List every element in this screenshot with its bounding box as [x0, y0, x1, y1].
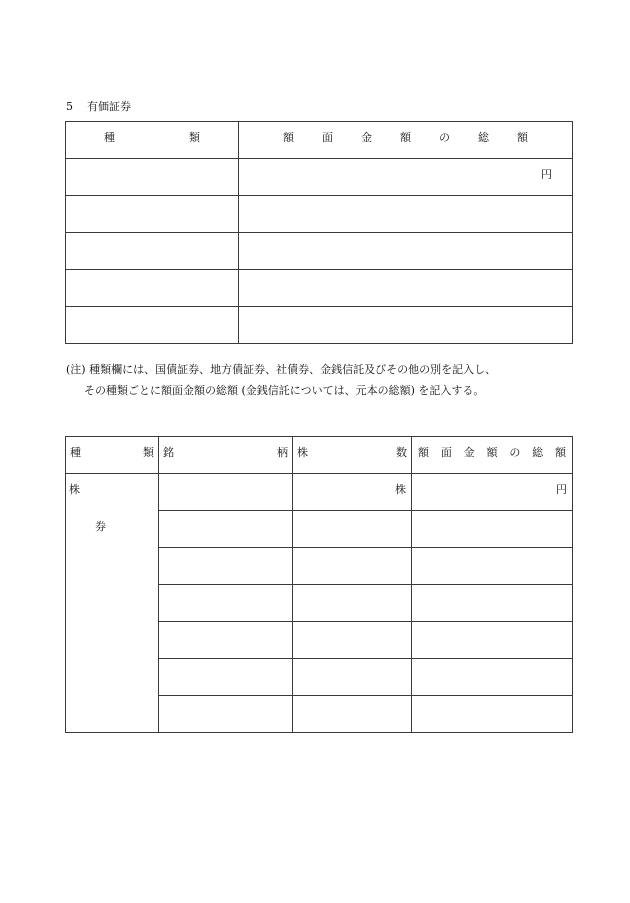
table2-brand-cell[interactable]: [159, 696, 293, 733]
table2-header-brand-left: 銘: [163, 446, 174, 459]
footnote-line2: その種類ごとに額面金額の総額 (金銭信託については、元本の総額) を記入する。: [84, 384, 485, 397]
table1-type-cell[interactable]: [66, 270, 239, 307]
table1-header-type-char1: 種: [104, 131, 115, 144]
table2-header-brand-right: 柄: [277, 446, 288, 459]
table1-amount-cell[interactable]: [239, 270, 573, 307]
table2-brand-cell[interactable]: [159, 474, 293, 511]
table1-header-amount-char: 総: [478, 131, 489, 144]
table1-yen-unit: 円: [541, 168, 552, 181]
table1-type-cell[interactable]: [66, 159, 239, 196]
table2-header-count-left: 株: [297, 446, 308, 459]
table2-amount-cell[interactable]: [412, 659, 573, 696]
table2-amount-cell[interactable]: [412, 622, 573, 659]
section-number: 5: [66, 100, 73, 113]
table1-amount-cell[interactable]: [239, 196, 573, 233]
table1-header-type: [66, 122, 239, 159]
table2-header-count-right: 数: [396, 446, 407, 459]
table1-type-cell[interactable]: [66, 307, 239, 344]
table2-header-row: [66, 437, 573, 474]
table2-count-cell[interactable]: [293, 548, 412, 585]
table2-amount-cell[interactable]: [412, 696, 573, 733]
table2-yen-unit: 円: [556, 483, 567, 496]
footnote-line1: (注) 種類欄には、国債証券、地方債証券、社債券、金銭信託及びその他の別を記入し、: [66, 363, 497, 376]
table2-amount-cell[interactable]: [412, 511, 573, 548]
table1-header-amount-char: 額: [400, 131, 411, 144]
table2-header-brand: [159, 437, 293, 474]
table2-count-cell[interactable]: [293, 659, 412, 696]
section-title: 有価証券: [87, 100, 131, 113]
table2-count-cell[interactable]: [293, 474, 412, 511]
table2-header-type-left: 種: [70, 446, 81, 459]
table2-header-type-right: 類: [143, 446, 154, 459]
table1-row: [66, 159, 573, 196]
table2-brand-cell[interactable]: [159, 548, 293, 585]
table2-brand-cell[interactable]: [159, 511, 293, 548]
table1-header-amount-char: 額: [517, 131, 528, 144]
table1-type-cell[interactable]: [66, 233, 239, 270]
table2-brand-cell[interactable]: [159, 659, 293, 696]
table2-count-cell[interactable]: [293, 585, 412, 622]
table2-count-cell[interactable]: [293, 696, 412, 733]
table2-header-amount-char: の: [509, 446, 521, 459]
table2-header-amount-char: 面: [440, 446, 452, 459]
table2-amount-cell[interactable]: [412, 585, 573, 622]
stock-label-bottom: 券: [95, 520, 106, 533]
table2-header-amount-char: 額: [486, 446, 498, 459]
table2-header-count: [293, 437, 412, 474]
table1-amount-cell[interactable]: [239, 159, 573, 196]
footnote: [66, 359, 496, 401]
table1-amount-cell[interactable]: [239, 233, 573, 270]
table2-amount-cell[interactable]: [412, 474, 573, 511]
table1-header-row: [66, 122, 573, 159]
table1-row: [66, 307, 573, 344]
table2-brand-cell[interactable]: [159, 622, 293, 659]
section-heading: [66, 98, 131, 114]
securities-summary-table: [65, 121, 573, 344]
table2-count-cell[interactable]: [293, 622, 412, 659]
table1-row: [66, 196, 573, 233]
table1-header-amount-char: 金: [361, 131, 372, 144]
table1-amount-cell[interactable]: [239, 307, 573, 344]
stock-detail-table: [65, 436, 573, 733]
table1-header-amount-char: の: [439, 131, 450, 144]
table1-header-amount-char: 額: [283, 131, 294, 144]
table1-type-cell[interactable]: [66, 196, 239, 233]
table2-stock-type-cell: [66, 474, 159, 733]
table1-header-type-char2: 類: [189, 131, 200, 144]
table1-row: [66, 270, 573, 307]
table2-header-amount-char: 額: [554, 446, 566, 459]
table2-header-amount-char: 総: [532, 446, 544, 459]
stock-label-top: 株: [69, 483, 80, 496]
table1-header-amount: [239, 122, 573, 159]
table2-header-type: [66, 437, 159, 474]
table2-count-cell[interactable]: [293, 511, 412, 548]
table2-header-amount: [412, 437, 573, 474]
table2-share-unit: 株: [395, 483, 406, 496]
table2-row: [66, 474, 573, 511]
table2-amount-cell[interactable]: [412, 548, 573, 585]
table2-header-amount-char: 金: [463, 446, 475, 459]
table1-header-amount-char: 面: [322, 131, 333, 144]
table2-header-amount-char: 額: [418, 446, 429, 459]
table2-brand-cell[interactable]: [159, 585, 293, 622]
table1-row: [66, 233, 573, 270]
